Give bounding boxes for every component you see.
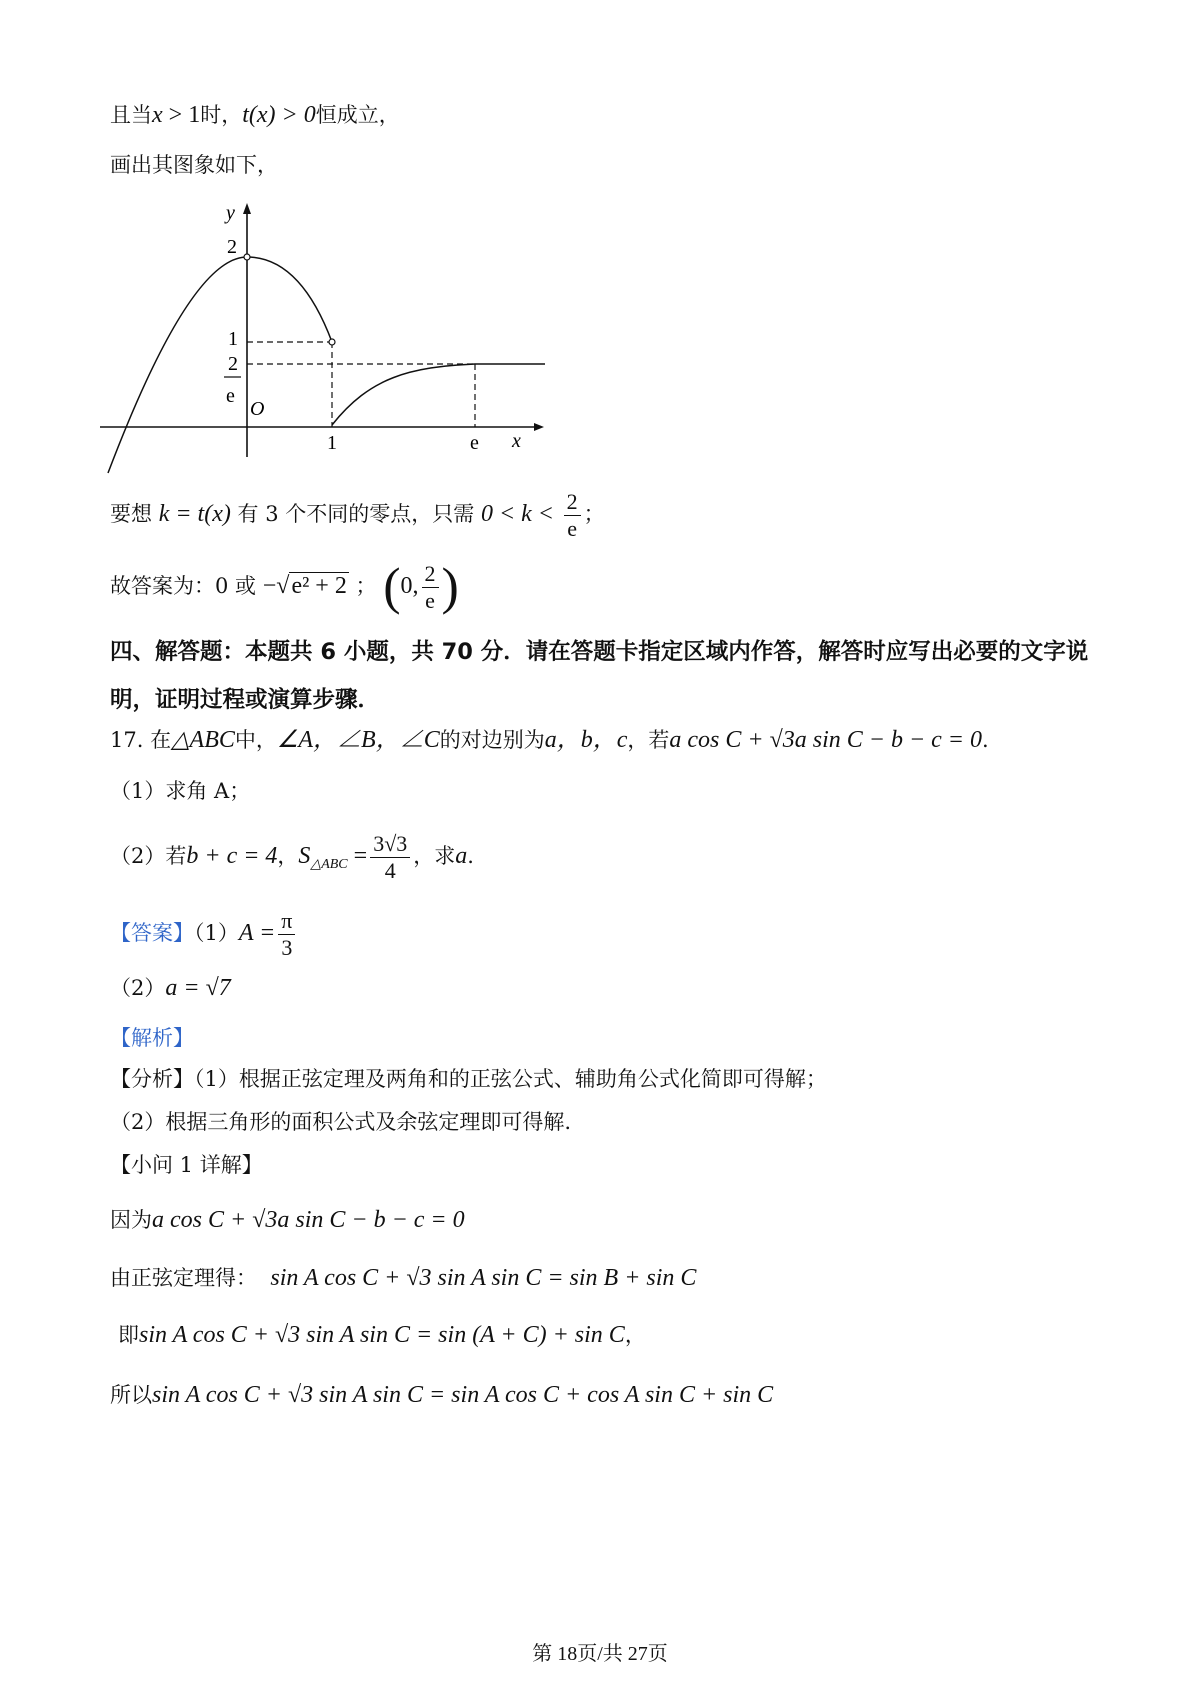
math: 0, [400,573,419,599]
y-frac-den: e [226,385,235,407]
open-point-1 [329,339,335,345]
numerator: 3√3 [370,831,410,858]
math-var: x [152,102,163,128]
solution-line-1 [110,1205,465,1235]
text: 的对边别为 [439,728,545,752]
math: k = t(x) [158,501,231,527]
denominator: e [567,516,578,541]
section-four-heading: 四、解答题：本题共 6 小题，共 70 分．请在答题卡指定区域内作答，解答时应写出必要的文字说明，证明过程或演算步骤． [110,639,1089,713]
y-frac-num: 2 [228,353,238,375]
q17-part2 [110,826,474,895]
math-var: a [455,843,468,869]
line-draw-graph [110,150,278,180]
text: . [467,844,474,868]
y-tick-2: 2 [227,236,237,258]
x-axis-label: x [512,430,521,452]
x-tick-1: 1 [327,432,337,454]
text: . [982,728,989,752]
fraction [278,908,295,961]
analysis-tag: 【解析】 [110,1026,194,1050]
text: （1）求角 A； [110,779,251,803]
text: 即 [118,1323,139,1347]
text: 且当 [110,103,152,127]
text: 中， [234,728,277,752]
math: △ABC [171,727,235,753]
sub-question-1-heading [110,1150,263,1180]
x-tick-e: e [470,432,479,454]
text: ， [277,844,299,868]
denominator: e [425,588,435,613]
text: 所以 [110,1383,152,1407]
left-paren: ( [383,558,401,616]
text: （2） [110,976,166,1000]
math: ∠A，∠B，∠C [276,727,440,753]
math: a cos C + √3a sin C − b − c = 0 [669,727,982,753]
text: ； [583,502,605,526]
text: 17. 在 [110,728,172,752]
subscript: △ABC [310,857,348,873]
q17-answer-1 [110,905,298,961]
right-paren: ) [441,558,459,616]
fenxi-2 [110,1107,571,1137]
text: ， [624,1323,646,1347]
math: S [298,843,311,869]
solution-line-4 [110,1380,773,1410]
analysis-tag [110,1023,194,1053]
solution-line-2 [110,1263,696,1293]
text: 由正弦定理得： [110,1266,257,1290]
text: ； [355,574,377,598]
denominator: 3 [281,935,293,960]
origin-label: O [250,398,265,420]
math: > 1 [162,102,201,128]
solution-line-3 [118,1320,646,1350]
text: 因为 [110,1208,152,1232]
fraction [370,831,410,884]
math: sin A cos C + √3 sin A sin C = sin (A + C) + sin C [139,1322,625,1348]
q17-stem [110,725,989,755]
fraction [564,489,581,542]
math: a cos C + √3a sin C − b − c = 0 [152,1207,465,1233]
text: 恒成立， [315,103,400,127]
math: A = [238,920,276,946]
math: sin A cos C + √3 sin A sin C = sin B + sin C [270,1265,697,1291]
math: t(x) > 0 [242,102,316,128]
sqrt-content: e² + 2 [291,573,347,599]
math: − [262,573,277,599]
y-axis-arrow [243,203,251,214]
x-axis-arrow [534,423,544,431]
line-answer [110,558,459,616]
denominator: 4 [384,858,396,883]
line-three-zeros [110,488,605,542]
numerator: 2 [564,489,581,516]
text: 【分析】（1）根据正弦定理及两角和的正弦公式、辅助角公式化简即可得解； [110,1067,827,1091]
open-point-top [244,254,250,260]
numerator: 2 [422,561,439,588]
math: a，b，c [544,727,628,753]
math: 0 < k < [480,501,554,527]
text: ，若 [627,728,670,752]
page-footer: 第 18页/共 27页 [532,1643,668,1665]
line-condition [110,100,400,130]
sqrt-sign: √ [276,573,290,599]
math: = [347,843,368,869]
q17-answer-2 [110,973,231,1003]
numerator: π [278,908,295,935]
text: （2）若 [110,844,187,868]
curve-right [332,364,545,425]
answer-tag: 【答案】 [110,921,194,945]
text: （2）根据三角形的面积公式及余弦定理即可得解. [110,1110,572,1134]
text: （1） [194,921,239,945]
math: b + c = 4 [186,843,278,869]
text: ，求 [413,844,456,868]
text: 要想 [110,502,152,526]
y-tick-1: 1 [228,328,238,350]
fraction [422,561,439,614]
math: sin A cos C + √3 sin A sin C = sin A cos C + cos A sin C + sin C [152,1382,774,1408]
math: a = √7 [165,975,231,1001]
fenxi-1 [110,1064,827,1094]
text: 画出其图象如下， [110,153,278,177]
q17-part1 [110,776,250,806]
curve-left [108,257,332,473]
text: 【小问 1 详解】 [110,1153,263,1177]
text: 有 3 个不同的零点，只需 [237,502,475,526]
text: 时， [200,103,243,127]
function-graph [100,197,560,482]
y-axis-label: y [226,202,235,224]
text: 故答案为：0 或 [110,574,257,598]
